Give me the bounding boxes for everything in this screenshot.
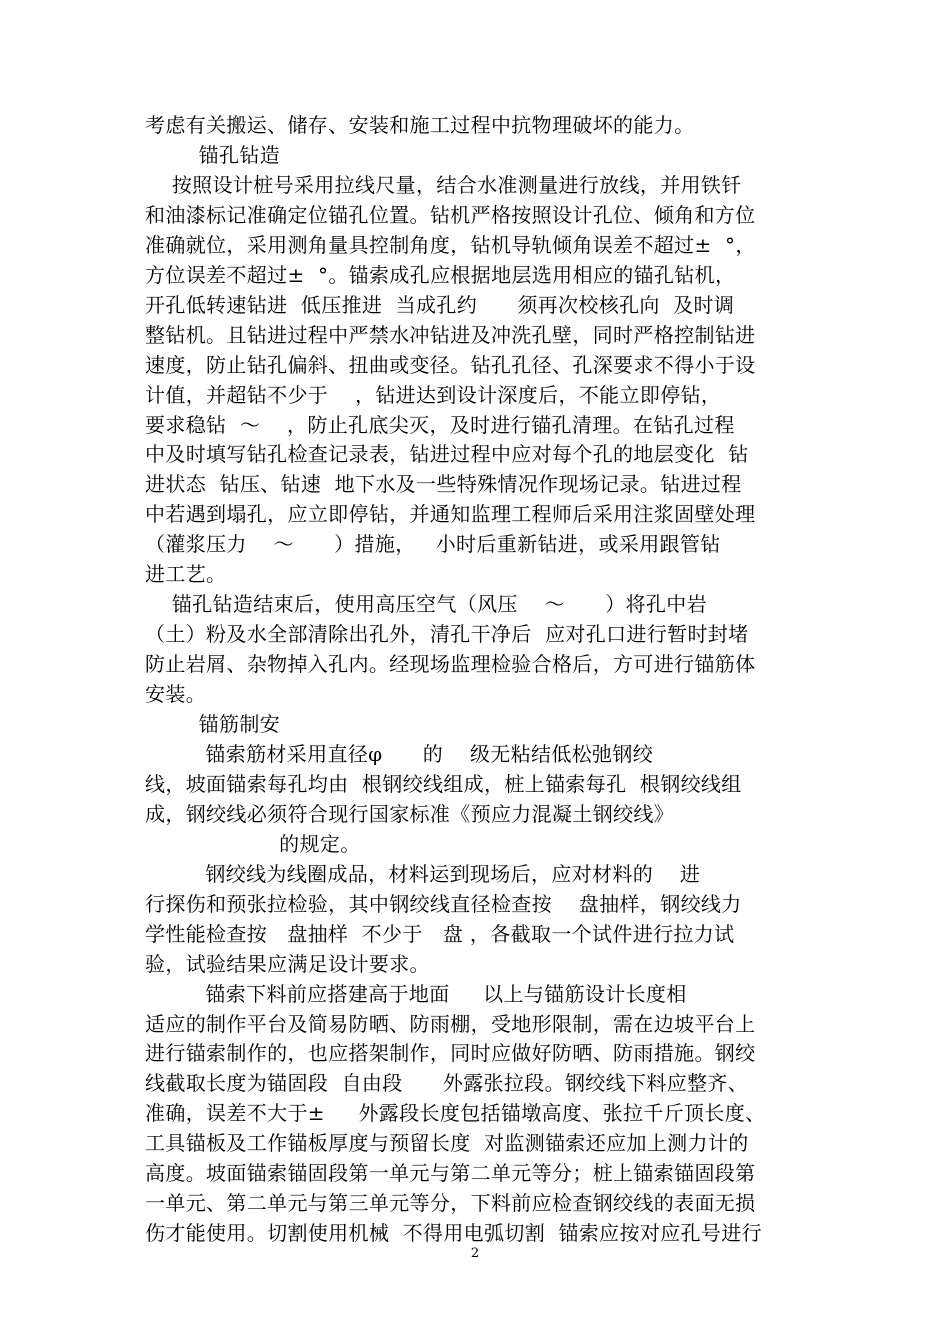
text-line: 进行锚索制作的，也应搭架制作，同时应做好防晒、防雨措施。钢绞	[145, 1041, 756, 1066]
text-line: 一单元、第二单元与第三单元等分，下料前应检查钢绞线的表面无损	[145, 1191, 756, 1216]
text-line: 整钻机。且钻进过程中严禁水冲钻进及冲洗孔壁，同时严格控制钻进	[145, 322, 756, 347]
text-line: 学性能检查按 盘抽样 不少于 盘 ，各截取一个试件进行拉力试	[145, 921, 735, 946]
text-line: 计值，并超钻不少于 ，钻进达到设计深度后，不能立即停钻，	[145, 382, 722, 407]
text-line: 方位误差不超过± °。锚索成孔应根据地层选用相应的锚孔钻机，	[145, 262, 736, 287]
text-line: 按照设计桩号采用拉线尺量，结合水准测量进行放线，并用铁钎	[145, 172, 742, 197]
text-line: 开孔低转速钻进 低压推进 当成孔约 须再次校核孔向 及时调	[145, 292, 735, 317]
text-line: 伤才能使用。切割使用机械 不得用电弧切割 锚索应按对应孔号进行	[145, 1221, 762, 1246]
text-line: 适应的制作平台及简易防晒、防雨棚，受地形限制，需在边坡平台上	[145, 1011, 756, 1036]
text-line: 要求稳钻 ～ ，防止孔底尖灭，及时进行锚孔清理。在钻孔过程	[145, 412, 735, 437]
text-line: 安装。	[145, 682, 207, 707]
text-line: 验，试验结果应满足设计要求。	[145, 951, 430, 976]
text-line: 工具锚板及工作锚板厚度与预留长度 对监测锚索还应加上测力计的	[145, 1131, 749, 1156]
text-line: 准确就位，采用测角量具控制角度，钻机导轨倾角误差不超过± °，	[145, 232, 756, 257]
text-line: 的规定。	[145, 831, 361, 856]
text-line: 成，钢绞线必须符合现行国家标准《预应力混凝土钢绞线》	[145, 801, 675, 826]
text-line: 和油漆标记准确定位锚孔位置。钻机严格按照设计孔位、倾角和方位	[145, 202, 756, 227]
text-line: 行探伤和预张拉检验，其中钢绞线直径检查按 盘抽样，钢绞线力	[145, 891, 742, 916]
text-line: 中及时填写钻孔检查记录表，钻进过程中应对每个孔的地层变化 钻	[145, 442, 749, 467]
text-line: （灌浆压力 ～ ）措施， 小时后重新钻进，或采用跟管钻	[145, 532, 721, 557]
text-line: 中若遇到塌孔，应立即停钻，并通知监理工程师后采用注浆固壁处理	[145, 502, 756, 527]
text-line: 锚孔钻造结束后，使用高压空气（风压 ～ ）将孔中岩	[145, 592, 707, 617]
text-line: 进状态 钻压、钻速 地下水及一些特殊情况作现场记录。钻进过程	[145, 472, 742, 497]
text-line: 锚筋制安	[145, 712, 281, 736]
text-line: 速度，防止钻孔偏斜、扭曲或变径。钻孔孔径、孔深要求不得小于设	[145, 352, 756, 377]
page-number: 2	[470, 1246, 480, 1261]
text-line: 钢绞线为线圈成品，材料运到现场后，应对材料的 进	[145, 861, 701, 886]
text-line: 进工艺。	[145, 562, 227, 587]
text-line: 锚索下料前应搭建高于地面 以上与锚筋设计长度相	[145, 981, 687, 1006]
text-line: 线，坡面锚索每孔均由 根钢绞线组成，桩上锚索每孔 根钢绞线组	[145, 771, 742, 796]
text-line: 防止岩屑、杂物掉入孔内。经现场监理检验合格后，方可进行锚筋体	[145, 652, 756, 677]
text-line: 考虑有关搬运、储存、安装和施工过程中抗物理破坏的能力。	[145, 113, 695, 137]
text-line: 准确，误差不大于± 外露段长度包括锚墩高度、张拉千斤顶长度、	[145, 1101, 766, 1126]
text-line: 高度。坡面锚索锚固段第一单元与第二单元等分；桩上锚索锚固段第	[145, 1161, 756, 1186]
text-line: （土）粉及水全部清除出孔外，清孔干净后 应对孔口进行暂时封堵	[145, 622, 749, 647]
text-line: 线截取长度为锚固段 自由段 外露张拉段。钢绞线下料应整齐、	[145, 1071, 749, 1096]
text-line: 锚索筋材采用直径φ 的 级无粘结低松弛钢绞	[145, 741, 654, 766]
text-line: 锚孔钻造	[145, 142, 281, 167]
